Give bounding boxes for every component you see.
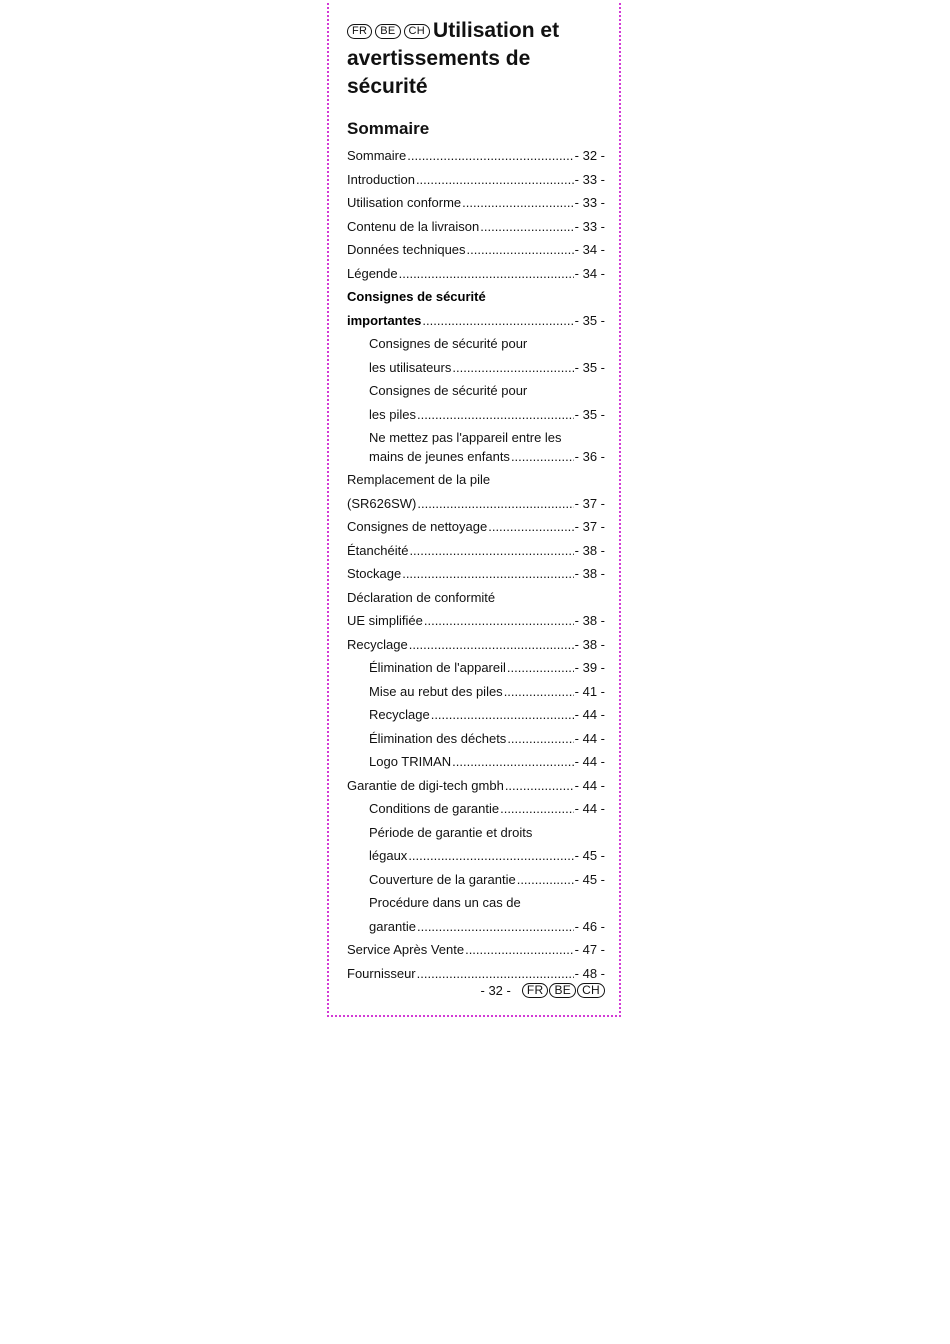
dot-leader: [488, 515, 573, 539]
toc-page-number: - 32 -: [574, 148, 605, 163]
manual-page: [327, 0, 621, 1017]
toc-entry-label: Logo TRIMAN: [369, 754, 452, 769]
toc-entry-line: [369, 356, 605, 380]
toc-entry-label: Mise au rebut des piles: [369, 683, 503, 699]
toc-entry-line: [369, 403, 605, 427]
dot-leader: [462, 191, 574, 215]
page-number: - 32 -: [480, 983, 511, 998]
toc-entry: [347, 379, 605, 426]
toc-entry-label: Élimination des déchets: [369, 730, 507, 746]
toc-entry-line: [347, 515, 605, 539]
toc-entry: [347, 703, 605, 727]
toc-entry-line: [347, 144, 605, 168]
toc-page-number: - 44 -: [574, 777, 605, 793]
dot-leader: [480, 215, 573, 239]
toc-entry: [347, 680, 605, 704]
toc-page-number: - 38 -: [574, 613, 605, 628]
toc-entry: [347, 750, 605, 774]
dot-leader: [465, 938, 574, 962]
dot-leader: [507, 656, 574, 680]
toc-entry-line: [347, 215, 605, 239]
toc-page-number: - 47 -: [574, 942, 605, 957]
toc-entry-label-line: Période de garantie et droits: [369, 824, 533, 840]
toc-entry: [347, 262, 605, 286]
toc-entry: [347, 586, 605, 633]
toc-entry-label: garantie: [369, 918, 416, 934]
toc-entry-line: [369, 703, 605, 727]
dot-leader: [417, 915, 574, 939]
footer-badge-ch: CH: [577, 983, 605, 998]
toc-entry: [347, 215, 605, 239]
toc-page-number: - 37 -: [574, 519, 605, 534]
toc-entry-label: Service Après Vente: [347, 942, 465, 957]
toc-entry-line: [369, 844, 605, 868]
toc-entry-line: [347, 774, 605, 798]
toc-entry-label: mains de jeunes enfants: [369, 449, 510, 464]
toc-entry: [347, 238, 605, 262]
toc-entry-line: [369, 727, 605, 751]
toc-entry-line: [369, 447, 605, 466]
table-of-contents: [347, 144, 605, 985]
toc-entry-label: importantes: [347, 312, 422, 328]
toc-entry-label: Utilisation conforme: [347, 195, 462, 210]
summary-title: Sommaire: [347, 119, 430, 138]
toc-entry-label: (SR626SW): [347, 495, 417, 511]
toc-entry-label-line: Remplacement de la pile: [347, 472, 491, 487]
toc-entry-line: [369, 868, 605, 892]
toc-entry-label-line: Ne mettez pas l'appareil entre les: [369, 430, 562, 445]
toc-entry-label: Contenu de la livraison: [347, 218, 480, 234]
toc-entry-line: [347, 262, 605, 286]
toc-entry-label-line: Consignes de sécurité: [347, 289, 486, 304]
toc-entry: [347, 515, 605, 539]
toc-entry-line: [347, 562, 605, 586]
toc-entry-line: [347, 938, 605, 962]
toc-entry-label-line: Déclaration de conformité: [347, 589, 496, 605]
toc-entry: [347, 168, 605, 192]
toc-entry-line: [347, 191, 605, 215]
dot-leader: [500, 797, 574, 821]
toc-entry: [347, 285, 605, 332]
dot-leader: [504, 680, 574, 704]
toc-page-number: - 37 -: [574, 495, 605, 511]
toc-page-number: - 44 -: [574, 754, 605, 769]
toc-entry-label: UE simplifiée: [347, 613, 423, 628]
toc-page-number: - 38 -: [574, 636, 605, 652]
toc-page-number: - 48 -: [574, 965, 605, 981]
toc-entry: [347, 891, 605, 938]
dot-leader: [422, 309, 573, 333]
dot-leader: [417, 492, 573, 516]
toc-entry: [347, 797, 605, 821]
toc-page-number: - 45 -: [574, 848, 605, 863]
toc-entry: [347, 468, 605, 515]
toc-entry: [347, 774, 605, 798]
toc-entry-label: Recyclage: [347, 636, 408, 652]
toc-entry-line: [369, 656, 605, 680]
toc-entry-label: Garantie de digi-tech gmbh: [347, 777, 504, 793]
toc-entry-label: Élimination de l'appareil: [369, 660, 506, 675]
toc-page-number: - 33 -: [574, 171, 605, 187]
dot-leader: [409, 633, 574, 657]
toc-page-number: - 35 -: [574, 312, 605, 328]
toc-entry: [347, 821, 605, 868]
dot-leader: [417, 403, 574, 427]
dot-leader: [431, 703, 574, 727]
dot-leader: [402, 562, 573, 586]
toc-page-number: - 46 -: [574, 918, 605, 934]
toc-entry-label: les piles: [369, 406, 416, 422]
toc-entry: [347, 332, 605, 379]
dot-leader: [507, 727, 573, 751]
toc-entry: [347, 539, 605, 563]
dot-leader: [517, 868, 574, 892]
section-heading: [347, 17, 609, 101]
dot-leader: [452, 356, 573, 380]
toc-entry-line: [347, 238, 605, 262]
toc-entry-label: Sommaire: [347, 148, 407, 163]
toc-entry: [347, 144, 605, 168]
dot-leader: [452, 750, 574, 774]
toc-entry-label: Étanchéité: [347, 542, 409, 558]
toc-entry-line: [347, 492, 605, 516]
toc-entry-line: [347, 539, 605, 563]
toc-page-number: - 33 -: [574, 195, 605, 210]
dot-leader: [399, 262, 574, 286]
footer-badge-fr: FR: [522, 983, 549, 998]
toc-entry: [347, 727, 605, 751]
toc-entry-line: [369, 915, 605, 939]
country-badge-be: BE: [375, 24, 400, 39]
toc-page-number: - 45 -: [574, 871, 605, 887]
toc-page-number: - 44 -: [574, 707, 605, 722]
toc-page-number: - 36 -: [574, 449, 605, 464]
toc-page-number: - 38 -: [574, 566, 605, 581]
toc-page-number: - 44 -: [574, 730, 605, 746]
dot-leader: [505, 774, 574, 798]
toc-page-number: - 34 -: [574, 242, 605, 257]
toc-entry-label: Stockage: [347, 566, 402, 581]
toc-page-number: - 39 -: [574, 660, 605, 675]
toc-entry: [347, 868, 605, 892]
toc-page-number: - 41 -: [574, 683, 605, 699]
toc-entry-label: Consignes de nettoyage: [347, 519, 488, 534]
page-footer: [429, 982, 605, 1000]
toc-entry-label: Légende: [347, 265, 398, 281]
country-badge-ch: CH: [404, 24, 431, 39]
toc-entry: [347, 938, 605, 962]
country-badge-fr: FR: [347, 24, 372, 39]
dot-leader: [416, 168, 574, 192]
toc-entry-label-line: Consignes de sécurité pour: [369, 383, 528, 398]
footer-badge-be: BE: [549, 983, 576, 998]
toc-entry-line: [347, 309, 605, 333]
toc-entry-label: Données techniques: [347, 242, 466, 257]
toc-entry-label: les utilisateurs: [369, 359, 452, 375]
toc-entry-line: [347, 168, 605, 192]
dot-leader: [409, 539, 573, 563]
toc-page-number: - 33 -: [574, 218, 605, 234]
toc-entry-line: [369, 797, 605, 821]
toc-entry-label-line: Procédure dans un cas de: [369, 895, 521, 910]
toc-page-number: - 38 -: [574, 542, 605, 558]
toc-entry-label: Introduction: [347, 171, 415, 187]
toc-entry: [347, 656, 605, 680]
toc-entry-label: Recyclage: [369, 707, 430, 722]
toc-entry-label: Conditions de garantie: [369, 801, 500, 816]
toc-page-number: - 35 -: [574, 406, 605, 422]
toc-entry-line: [347, 609, 605, 633]
toc-entry: [347, 562, 605, 586]
toc-entry-line: [369, 750, 605, 774]
toc-entry: [347, 191, 605, 215]
toc-entry-line: [369, 680, 605, 704]
section-title: Utilisation et avertissements de sécurité: [347, 19, 560, 98]
dot-leader: [424, 609, 574, 633]
toc-page-number: - 34 -: [574, 265, 605, 281]
toc-entry-label: légaux: [369, 848, 408, 863]
toc-page-number: - 35 -: [574, 359, 605, 375]
toc-entry-label: Fournisseur: [347, 965, 416, 981]
dot-leader: [407, 144, 573, 168]
dot-leader: [467, 238, 574, 262]
toc-entry: [347, 633, 605, 657]
toc-entry-label-line: Consignes de sécurité pour: [369, 336, 528, 351]
toc-entry-line: [347, 633, 605, 657]
dot-leader: [511, 447, 574, 466]
toc-entry-label: Couverture de la garantie: [369, 871, 516, 887]
toc-page-number: - 44 -: [574, 801, 605, 816]
toc-entry: [347, 426, 605, 468]
dot-leader: [408, 844, 573, 868]
